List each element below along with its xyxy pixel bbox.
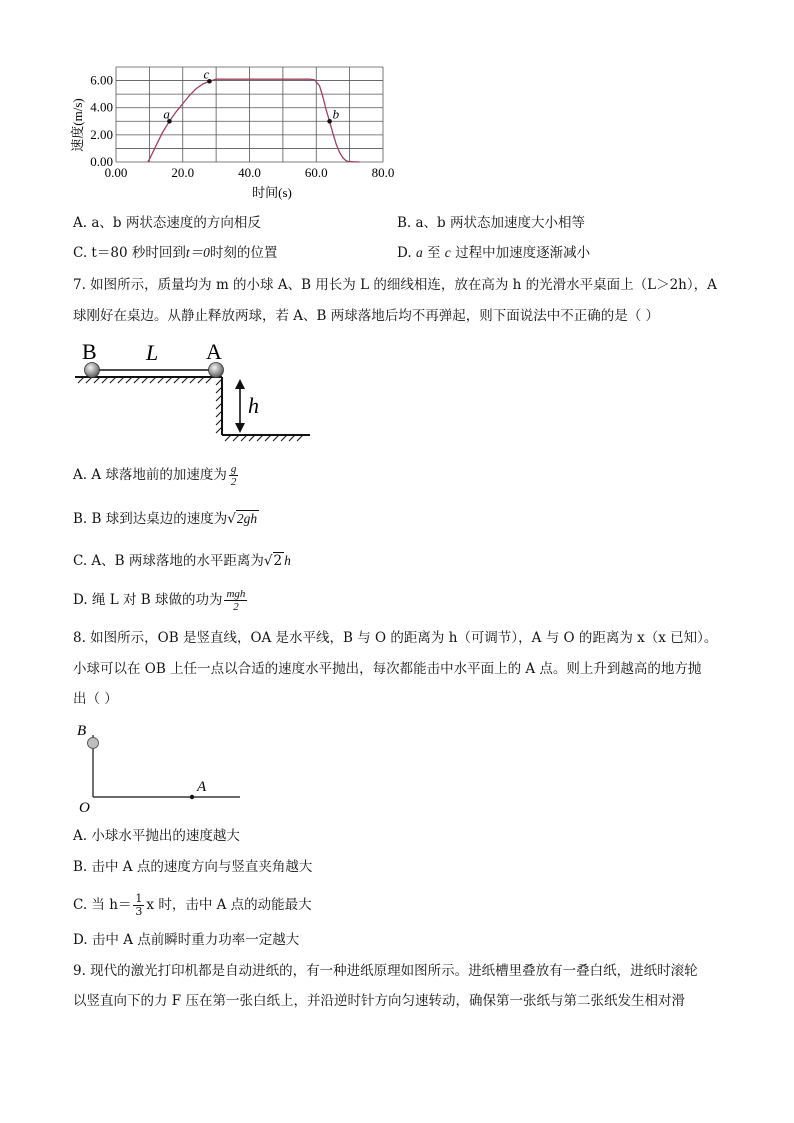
q7-option-d-num: mgh — [226, 588, 246, 600]
q7-option-c: C. A、B 两球落地的水平距离为√2 h — [73, 553, 291, 569]
q7-option-c-pre: C. A、B 两球落地的水平距离为 — [73, 553, 264, 569]
q7-option-a-fraction — [229, 463, 239, 488]
q7-option-a-num: g — [230, 463, 237, 475]
q9-stem-line1: 9. 现代的激光打印机都是自动进纸的，有一种进纸原理如图所示。进纸槽里叠放有一叠白纸，进纸时滚轮 — [73, 963, 698, 979]
x-tick-label: 80.0 — [371, 165, 395, 180]
y-tick-label: 6.00 — [90, 72, 113, 88]
q8-stem-line3: 出（ ） — [73, 691, 118, 707]
height-arrow-bottom-head — [235, 423, 245, 433]
y-tick-label: 2.00 — [90, 126, 113, 142]
label-h: h — [248, 393, 259, 418]
q7-option-c-radicand: 2 — [273, 553, 283, 569]
q6-option-a: A. a、b 两状态速度的方向相反 — [73, 215, 261, 231]
q6-option-d-post: 过程中加速度逐渐减小 — [450, 245, 591, 261]
q6-option-c-pre: C. t＝80 秒时回到 — [73, 245, 186, 261]
label-a-q8: A — [197, 779, 207, 795]
y-tick-label: 0.00 — [90, 154, 113, 169]
q7-figure — [70, 335, 320, 445]
q7-option-d — [73, 588, 249, 613]
label-b-q8: B — [77, 723, 87, 739]
x-tick-label: 20.0 — [171, 165, 195, 180]
x-tick-label: 0.00 — [104, 165, 128, 180]
q8-option-b: B. 击中 A 点的速度方向与竖直夹角越大 — [73, 859, 313, 875]
q7-stem-line2: 球刚好在桌边。从静止释放两球，若 A、B 两球落地后均不再弹起，则下面说法中不正确的是（ ） — [73, 308, 660, 324]
q8-option-c-pre: C. 当 h＝ — [73, 897, 132, 913]
x-tick-label: 40.0 — [238, 165, 261, 180]
y-tick-label: 4.00 — [90, 99, 113, 115]
point-label-a: a — [163, 106, 170, 122]
q6-option-c-post: 时刻的位置 — [209, 245, 278, 261]
q7-option-a — [73, 463, 240, 488]
y-axis-label: 速度(m/s) — [70, 98, 85, 152]
velocity-time-chart — [60, 55, 420, 205]
q8-option-c-post: x 时，击中 A 点的动能最大 — [146, 897, 312, 913]
q8-option-a: A. 小球水平抛出的速度越大 — [73, 828, 240, 844]
q8-option-c-den: 3 — [135, 905, 143, 918]
x-axis-label: 时间(s) — [252, 185, 292, 200]
q7-option-b-pre: B. B 球到达桌边的速度为 — [73, 511, 228, 527]
point-b — [327, 119, 332, 124]
q7-option-b: B. B 球到达桌边的速度为√2gh — [73, 511, 258, 527]
q8-option-d: D. 击中 A 点前瞬时重力功率一定越大 — [73, 932, 300, 948]
q7-option-a-pre: A. A 球落地前的加速度为 — [73, 467, 227, 483]
q7-option-d-fraction — [224, 588, 247, 613]
q8-stem-line2: 小球可以在 OB 上任一点以合适的速度水平抛出，每次都能击中水平面上的 A 点。则上升到越高的地方抛 — [73, 661, 702, 677]
q6-option-d-pre: D. — [397, 245, 416, 261]
ball-a — [209, 363, 224, 378]
ball-b — [85, 363, 100, 378]
chart-grid — [116, 67, 383, 162]
point-a-dot — [190, 795, 194, 799]
label-a: A — [206, 339, 222, 364]
q7-option-d-pre: D. 绳 L 对 B 球做的功为 — [73, 592, 223, 608]
q6-option-b: B. a、b 两状态加速度大小相等 — [397, 215, 585, 231]
q6-option-d-c: c — [444, 245, 451, 260]
q6-option-d-mid: 至 — [422, 245, 445, 261]
q6-option-d — [397, 243, 590, 263]
height-arrow-top-head — [235, 379, 245, 389]
q7-stem-line1: 7. 如图所示，质量均为 m 的小球 A、B 用长为 L 的细线相连，放在高为 h 的光滑水平桌面上（L＞2h），A — [73, 277, 717, 293]
q6-option-c-mid: t＝0 — [185, 245, 210, 260]
q6-option-d-a: a — [415, 245, 423, 260]
q9-stem-line2: 以竖直向下的力 F 压在第一张白纸上，并沿逆时针方向匀速转动，确保第一张纸与第二张纸发生相对滑 — [73, 993, 685, 1009]
point-label-c: c — [203, 66, 210, 82]
q7-option-c-post: h — [284, 553, 291, 568]
q7-option-d-den: 2 — [233, 601, 239, 613]
ball-b-q8 — [88, 738, 99, 749]
q7-option-a-den: 2 — [230, 476, 237, 488]
q8-option-c-fraction — [133, 893, 144, 918]
label-o-q8: O — [79, 800, 90, 815]
point-label-b: b — [332, 106, 340, 122]
q7-option-b-radicand: 2gh — [236, 511, 258, 526]
q8-stem-line1: 8. 如图所示，OB 是竖直线，OA 是水平线，B 与 O 的距离为 h（可调节），A 与 O 的距离为 x（x 已知）。 — [73, 630, 718, 646]
q6-option-c — [73, 243, 277, 263]
label-b: B — [82, 339, 97, 364]
x-tick-label: 60.0 — [304, 165, 328, 180]
q8-figure — [70, 715, 250, 815]
chart-ticks-group — [90, 73, 394, 180]
label-l: L — [146, 340, 159, 365]
q8-option-c-num: 1 — [135, 892, 143, 905]
q8-option-c — [73, 893, 312, 918]
